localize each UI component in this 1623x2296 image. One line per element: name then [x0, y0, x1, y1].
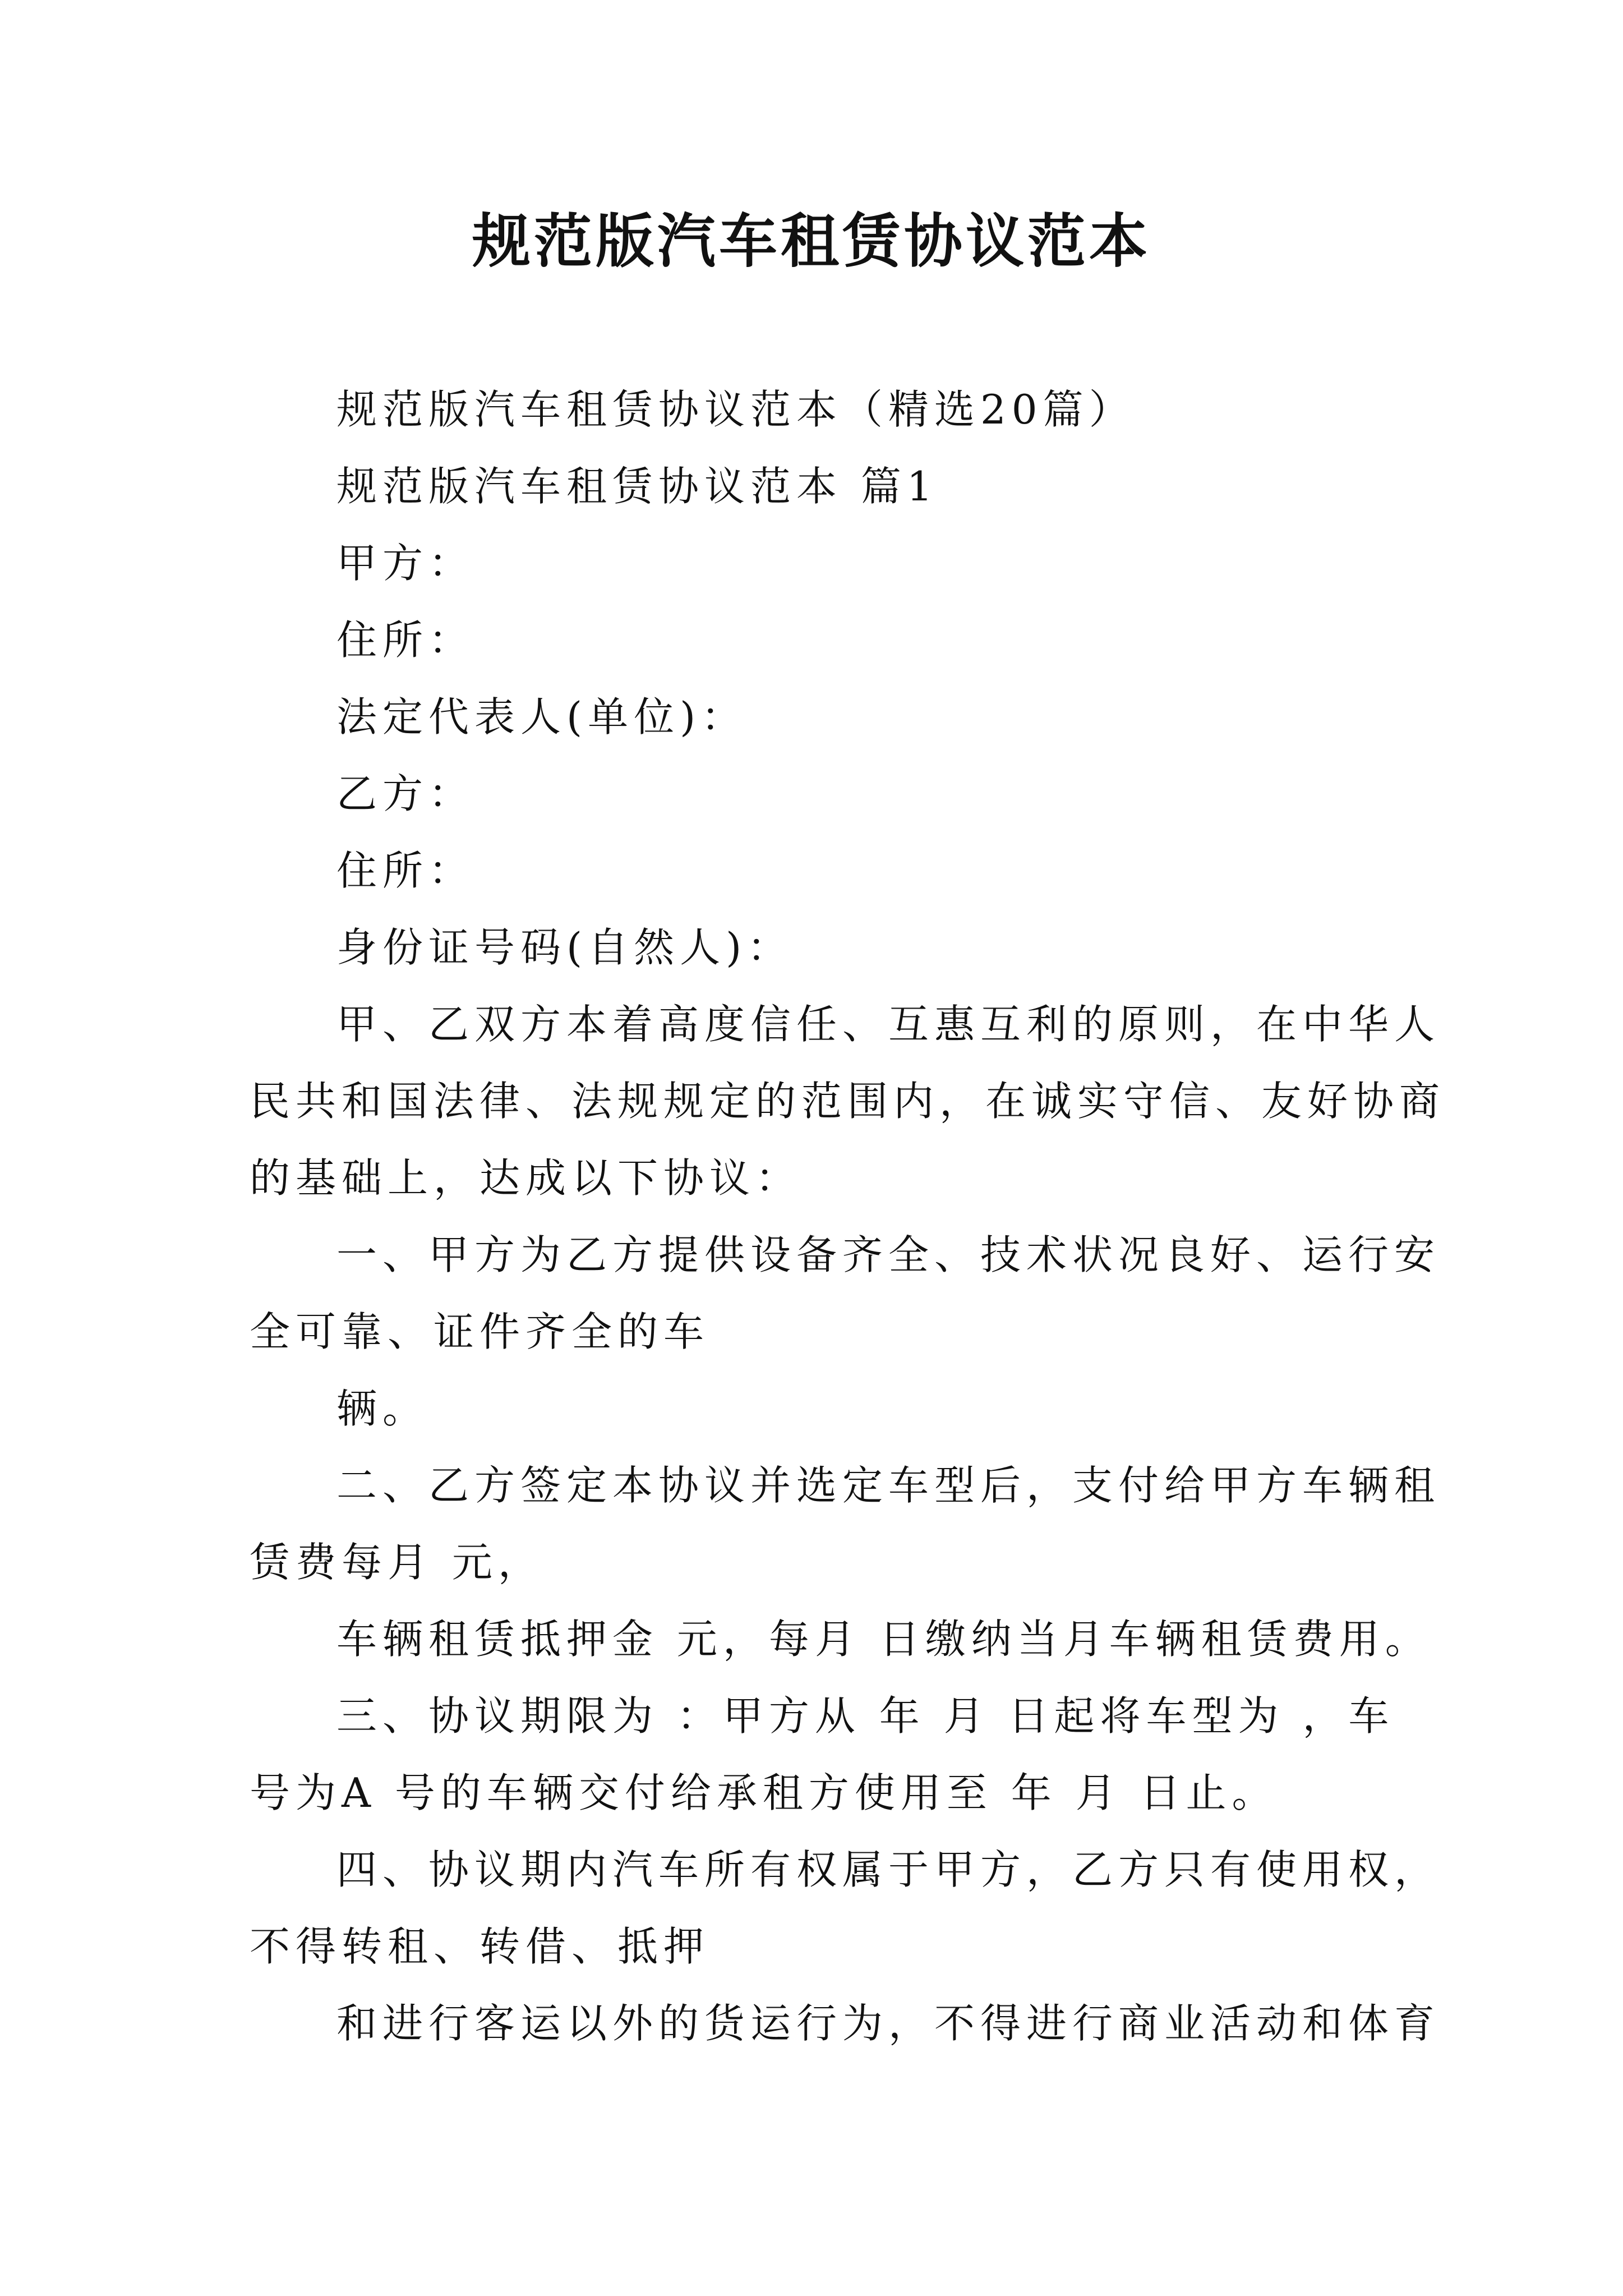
party-a-address-label: 住所： — [336, 616, 475, 664]
paragraph-line: 一、甲方为乙方提供设备齐全、技术状况良好、运行安 — [336, 1231, 1441, 1278]
paragraph-line: 的基础上，达成以下协议： — [250, 1154, 802, 1202]
section-heading: 规范版汽车租赁协议范本 篇1 — [336, 463, 938, 510]
paragraph-line: 三、协议期限为 ：甲方从 年 月 日起将车型为 ，车 — [336, 1692, 1395, 1740]
paragraph-line: 号为A 号的车辆交付给承租方使用至 年 月 日止。 — [250, 1769, 1278, 1816]
paragraph-line: 甲、乙双方本着高度信任、互惠互利的原则，在中华人 — [336, 1001, 1441, 1048]
party-b-label: 乙方： — [336, 770, 475, 817]
paragraph-line: 赁费每月 元， — [250, 1539, 544, 1586]
paragraph-line: 不得转租、转借、抵押 — [250, 1923, 710, 1970]
legal-rep-label: 法定代表人(单位)： — [336, 693, 748, 740]
party-b-address-label: 住所： — [336, 847, 475, 894]
party-a-label: 甲方： — [336, 540, 475, 587]
paragraph-line: 民共和国法律、法规规定的范围内，在诚实守信、友好协商 — [250, 1078, 1446, 1125]
subtitle-line: 规范版汽车租赁协议范本（精选20篇） — [336, 386, 1135, 433]
document-title: 规范版汽车租赁协议范本 — [472, 206, 1151, 275]
paragraph-line: 二、乙方签定本协议并选定车型后，支付给甲方车辆租 — [336, 1462, 1441, 1509]
paragraph-line: 四、协议期内汽车所有权属于甲方，乙方只有使用权， — [336, 1846, 1441, 1893]
id-number-label: 身份证号码(自然人)： — [336, 924, 794, 971]
paragraph-line: 辆。 — [336, 1385, 429, 1432]
paragraph-line: 和进行客运以外的货运行为，不得进行商业活动和体育 — [336, 2000, 1441, 2047]
paragraph-line: 车辆租赁抵押金 元，每月 日缴纳当月车辆租赁费用。 — [336, 1616, 1431, 1663]
paragraph-line: 全可靠、证件齐全的车 — [250, 1308, 710, 1355]
